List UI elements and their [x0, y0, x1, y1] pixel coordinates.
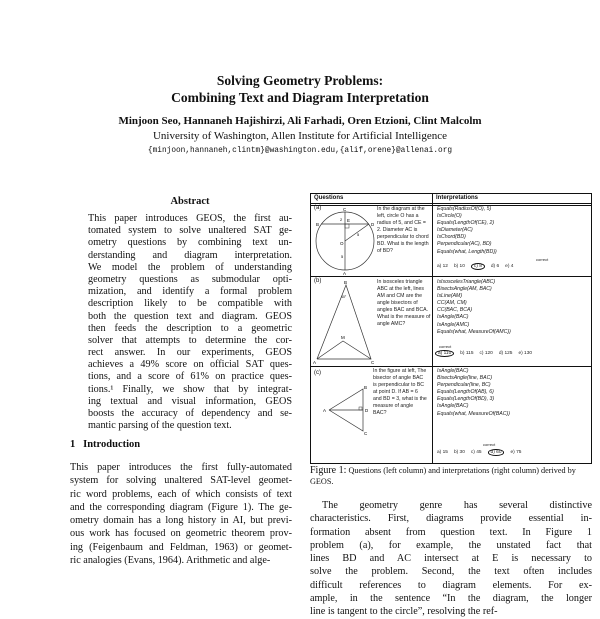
text-line: We model the problem of understanding: [88, 261, 292, 273]
text-line: both the question text and diagram. GEOS: [88, 310, 292, 322]
text-line: ing textual and visual information, GEOS: [88, 395, 292, 407]
abstract-heading: Abstract: [170, 196, 210, 207]
row-a-label: (a): [314, 205, 322, 211]
interpretations-c: [437, 368, 510, 418]
interpretation-item: IsDiameter(AC): [437, 227, 473, 234]
emails: {minjoon,hannaneh,clintm}@washington.edu,{alif,orene}@allenai.org: [147, 147, 453, 155]
interpretation-item: IsAngle(BAC): [437, 314, 469, 321]
triangle-diagram-b: [313, 278, 377, 366]
text-line: ric analogies (Evans, 1964). Arithmetic and alge-: [70, 555, 271, 567]
text-line: problem (a), for example, the unstated fact that: [310, 539, 592, 551]
interpretation-item: Equals(what, MeasureOf(BAC)): [437, 410, 510, 417]
text-line: boosts the accuracy of dependency and se-: [88, 408, 292, 419]
text-line: ometry questions by combining text un-: [88, 237, 292, 249]
diagram-label: 2: [340, 217, 343, 222]
text-line: then feeds the description to a geometric: [88, 322, 292, 334]
right-column-body: [310, 499, 592, 619]
interpretation-item: Equals(LengthOf(CE), 2): [437, 220, 495, 227]
interpretations-header: Interpretations: [436, 195, 479, 201]
diagram-label: C: [371, 360, 375, 365]
answer-option: d) 6: [490, 264, 500, 269]
diagram-label: D: [365, 408, 369, 413]
interpretation-item: IsChord(BD): [437, 234, 466, 241]
text-line: The geometry genre has several distinctive: [322, 500, 592, 511]
interpretation-item: CC(AM, CM): [437, 300, 467, 307]
abstract-body: [88, 213, 292, 432]
text-line: derstanding and diagram interpretation.: [88, 249, 292, 261]
interpretation-item: Perpendicular(AC), BD): [437, 241, 492, 248]
row-c-label: (c): [314, 370, 321, 376]
text-line: description likely to be compatible with: [88, 298, 292, 310]
interpretation-item: IsAngle(BAC): [437, 368, 469, 374]
answer-option: a) 110: [435, 350, 454, 357]
text-line: difficult references to diagram elements. For ex-: [310, 579, 592, 591]
question-b-text: In isosceles triangle ABC at the left, lines AM and CM are the angle bisectors of angles BAC and BCA. What is the measure of angle AMC?: [377, 279, 431, 327]
row-b-label: (b): [314, 278, 322, 284]
text-line: tomated system to solve unaltered SAT ge-: [88, 225, 292, 237]
affiliation: University of Washington, Allen Institute for Artificial Intelligence: [152, 130, 447, 142]
interpretation-item: IsCircle(O): [437, 213, 462, 220]
text-line: system for solving unaltered SAT-level geomet-: [70, 475, 292, 487]
answer-option: a) 15: [437, 450, 448, 455]
interpretation-item: Equals(what, Length(BD)): [437, 248, 497, 255]
figure-caption: [310, 466, 592, 487]
text-line: ample, in the sentence “In the diagram, the longer: [310, 593, 592, 605]
interpretation-item: Equals(LengthOf(BD), 3): [437, 396, 495, 403]
diagram-label: A: [323, 408, 327, 413]
diagram-label: M: [341, 335, 345, 340]
text-line: line is tangent to the circle”, resolving the ref-: [310, 606, 498, 618]
circle-diagram-a: [313, 205, 377, 275]
diagram-label: 5: [357, 232, 360, 237]
section-heading-introduction: 1 Introduction: [70, 439, 141, 450]
paper-title-line-1: Solving Geometry Problems:: [216, 73, 384, 88]
answers-c: [437, 450, 527, 455]
diagram-label: E: [347, 218, 351, 223]
triangle-diagram-c: [313, 368, 371, 462]
answer-option: c) 120: [479, 351, 493, 356]
answer-option: e) 130: [518, 351, 533, 356]
answer-option: e) 75: [510, 450, 522, 455]
answer-option: c) 8: [471, 263, 485, 270]
text-line: ometry domain has a long history in AI, but previ-: [70, 515, 292, 527]
question-a-text: In the diagram at the left, circle O has a radius of 5, and CE = 2. Diameter AC is perpendicular to chord BD. What is the length of BD?: [377, 206, 429, 254]
text-line: mization, and identify a formal problem: [88, 286, 292, 298]
figure-1-table: [310, 193, 592, 464]
interpretation-item: IsIsoscelesTriangle(ABC): [437, 279, 496, 285]
interpretations-b: [437, 279, 511, 336]
text-line: geometry questions as submodular opti-: [88, 273, 292, 285]
answer-option: c) 45: [470, 450, 482, 455]
text-line: and the corresponding diagram (Figure 1). The ge-: [70, 501, 292, 513]
caption-text: Questions (left column) and interpretations (right column) derived by GEOS.: [310, 466, 576, 486]
interpretation-item: IsAngle(BAC): [437, 403, 469, 410]
text-line: This paper introduces the first fully-automated: [70, 462, 292, 473]
correct-label-c: correct: [483, 442, 496, 447]
diagram-label: B: [364, 385, 368, 390]
interpretation-item: Perpendicular(line, BC): [437, 382, 491, 389]
diagram-label: A: [343, 271, 347, 276]
diagram-label: B: [316, 222, 320, 227]
text-line: rect answer. In our experiments, GEOS: [88, 347, 292, 359]
text-line: tions.¹ Finally, we show that by integrat-: [88, 383, 292, 395]
interpretation-item: BisectsAngle(line, BAC): [437, 375, 493, 382]
text-line: ric word problems, each of which consists of text: [70, 488, 292, 500]
text-line: This paper introduces GEOS, the first au-: [88, 213, 292, 224]
text-line: solver that attempts to determine the cor-: [88, 334, 292, 346]
interpretation-item: Equals(LengthOf(AB), 6): [437, 389, 494, 396]
authors: Minjoon Seo, Hannaneh Hajishirzi, Ali Farhadi, Oren Etzioni, Clint Malcolm: [118, 115, 482, 127]
diagram-label: 40°: [341, 295, 347, 299]
question-c-text: In the figure at left, The bisector of angle BAC is perpendicular to BC at point D. If AB = 6 and BD = 3, what is the measure of angle BAC?: [373, 368, 427, 416]
diagram-label: C: [343, 207, 347, 212]
text-line: ous work has focused on geometric theorem prov-: [70, 528, 292, 540]
answer-option: d) 60: [488, 449, 505, 456]
correct-label-b: correct: [439, 344, 452, 349]
interpretation-item: Equals(RadiusOf(O), 5): [437, 206, 492, 212]
introduction-body: [70, 461, 292, 567]
answer-option: b) 115: [460, 351, 474, 356]
correct-label-a: correct: [536, 257, 549, 262]
answer-option: b) 30: [453, 450, 465, 455]
diagram-label: A: [313, 360, 317, 365]
diagram-label: O: [340, 241, 344, 246]
interpretation-item: Equals(what, MeasureOf(AMC)): [437, 328, 511, 335]
interpretations-a: [437, 206, 497, 256]
answer-option: a) 12: [437, 264, 448, 269]
text-line: ing (Feigenbaum and Feldman, 1963) or geomet-: [70, 541, 292, 553]
interpretation-item: CC(BAC, BCA): [437, 307, 473, 314]
text-line: tions, and a score of 61% on practice ques-: [88, 371, 292, 383]
interpretation-item: IsLine(AM): [437, 293, 463, 300]
text-line: mantic parsing of the question text.: [88, 420, 232, 432]
answer-option: b) 10: [453, 264, 465, 269]
answer-option: d) 125: [498, 351, 513, 356]
caption-label: Figure 1:: [310, 465, 347, 476]
text-line: formation absent from question text. In Figure 1: [310, 526, 592, 538]
answers-b: [435, 351, 538, 356]
interpretation-item: IsAngle(AMC): [437, 321, 470, 328]
diagram-label: B: [344, 280, 348, 285]
answer-option: e) 4: [505, 264, 514, 269]
text-line: lines BD and AC intersect at E is necessary to: [310, 553, 592, 565]
diagram-label: 5: [341, 254, 344, 259]
answers-a: [437, 264, 519, 269]
interpretation-item: BisectsAngle(AM, BAC): [437, 286, 492, 293]
diagram-label: C: [364, 431, 368, 436]
text-line: achieves a 49% score on official SAT ques-: [88, 359, 292, 371]
paper-title-line-2: Combining Text and Diagram Interpretation: [171, 90, 429, 105]
text-line: solve the problem. Second, the text often includes: [310, 566, 592, 578]
diagram-label: D: [371, 222, 375, 227]
questions-header: Questions: [314, 195, 344, 201]
text-line: characteristics. First, diagrams provide essential in-: [310, 513, 592, 525]
